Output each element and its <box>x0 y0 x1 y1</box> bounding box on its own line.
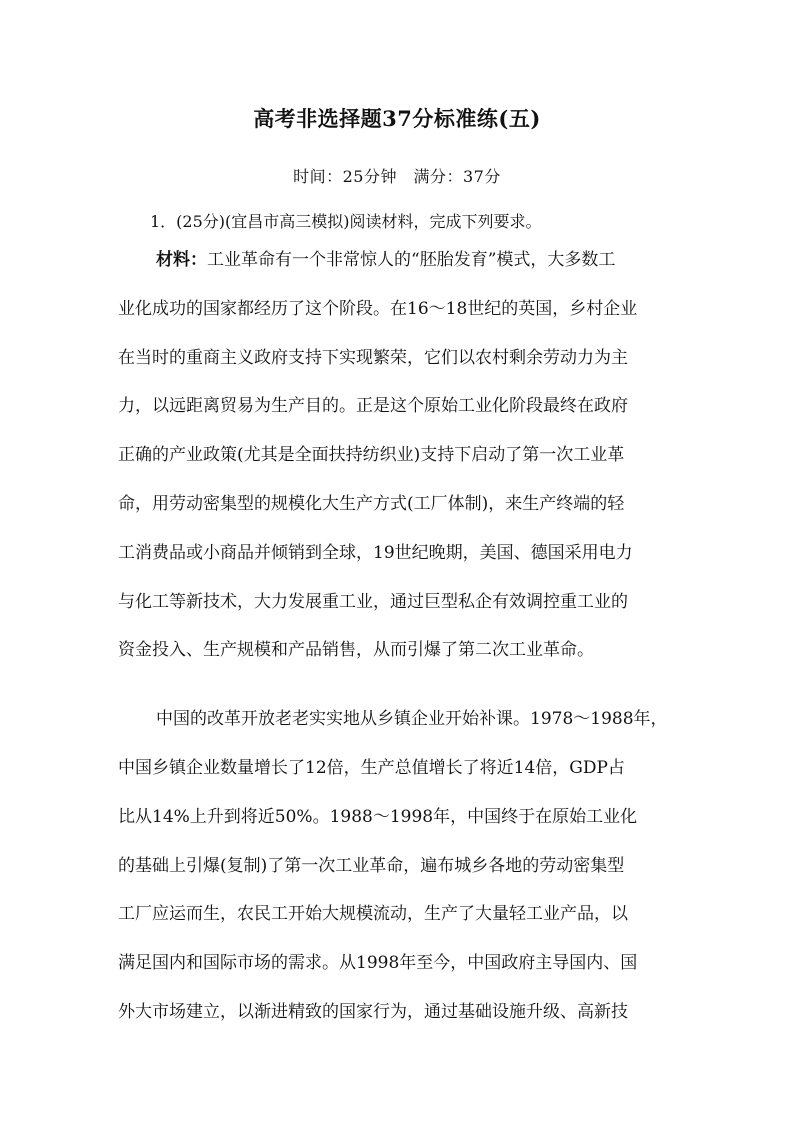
paragraph-line: 材料：工业革命有一个非常惊人的“胚胎发育”模式，大多数工 <box>156 250 616 270</box>
paragraph-line: 工厂应运而生，农民工开始大规模流动，生产了大量轻工业产品，以 <box>118 904 628 925</box>
page-subtitle: 时间：25分钟 满分：37分 <box>293 167 501 186</box>
paragraph-line: 中国乡镇企业数量增长了12倍，生产总值增长了将近14倍，GDP占 <box>118 757 625 778</box>
question-heading: 1．(25分)(宜昌市高三模拟)阅读材料，完成下列要求。 <box>150 212 542 231</box>
paragraph-line: 业化成功的国家都经历了这个阶段。在16～18世纪的英国，乡村企业 <box>118 298 638 319</box>
paragraph-line: 在当时的重商主义政府支持下实现繁荣，它们以农村剩余劳动力为主 <box>118 347 628 368</box>
passage <box>118 249 688 1050</box>
paragraph-line: 力，以远距离贸易为生产目的。正是这个原始工业化阶段最终在政府 <box>118 396 628 417</box>
paragraph-line: 外大市场建立，以渐进精致的国家行为，通过基础设施升级、高新技 <box>118 1001 628 1022</box>
material-label: 材料： <box>156 250 207 270</box>
paragraph-gap <box>118 688 688 708</box>
paragraph-line: 比从14%上升到将近50%。1988～1998年，中国终于在原始工业化 <box>118 806 638 827</box>
paragraph-line: 与化工等新技术，大力发展重工业，通过巨型私企有效调控重工业的 <box>118 591 628 612</box>
paragraph-line: 资金投入、生产规模和产品销售，从而引爆了第二次工业革命。 <box>118 640 594 661</box>
paragraph-line: 满足国内和国际市场的需求。从1998年至今，中国政府主导国内、国 <box>118 953 638 974</box>
paragraph-line: 命，用劳动密集型的规模化大生产方式(工厂体制)，来生产终端的轻 <box>118 493 625 514</box>
page-title: 高考非选择题37分标准练(五) <box>253 106 541 131</box>
paragraph-line: 正确的产业政策(尤其是全面扶持纺织业)支持下启动了第一次工业革 <box>118 445 625 466</box>
paragraph-line: 中国的改革开放老老实实地从乡镇企业开始补课。1978～1988年， <box>156 709 668 730</box>
paragraph-line: 工消费品或小商品并倾销到全球，19世纪晚期，美国、德国采用电力 <box>118 542 633 563</box>
paragraph-line: 的基础上引爆(复制)了第一次工业革命，遍布城乡各地的劳动密集型 <box>118 855 625 876</box>
